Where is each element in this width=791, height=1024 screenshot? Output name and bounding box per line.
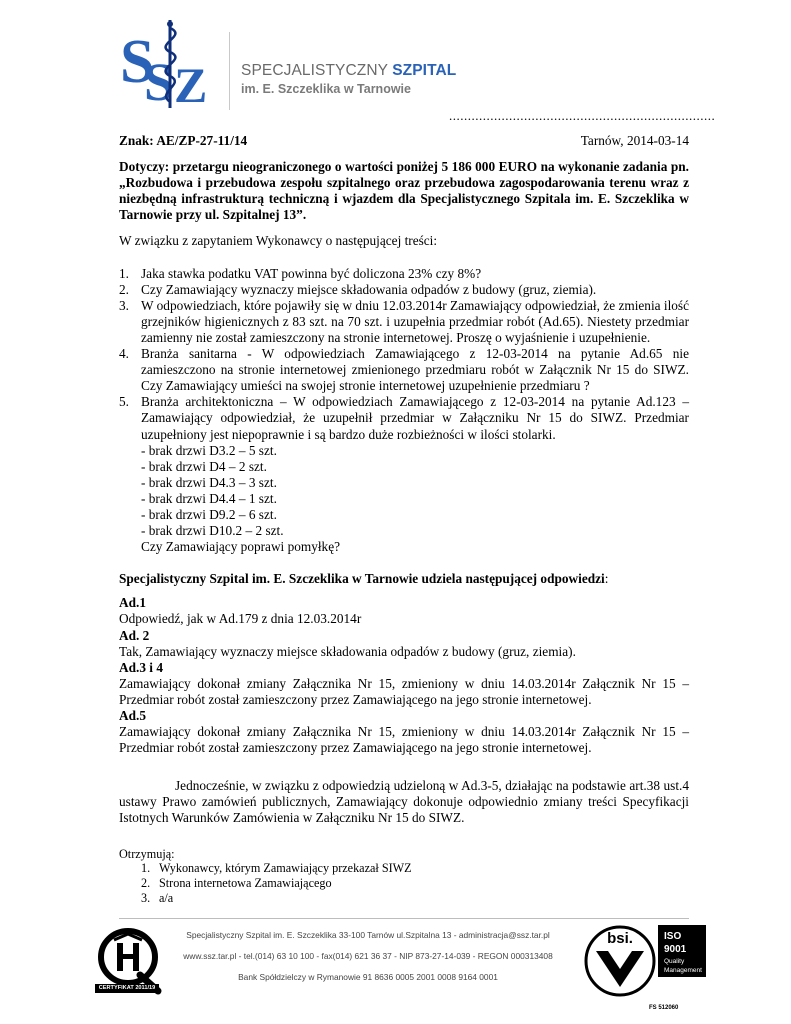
answer-heading: Ad. 2: [119, 627, 150, 643]
logo-letter-s1: S: [120, 28, 155, 96]
iso-number: 9001: [664, 944, 687, 955]
question-list: [119, 266, 689, 443]
answer-heading: Ad.3 i 4: [119, 659, 163, 675]
answers: [119, 595, 689, 756]
door-item: - brak drzwi D4 – 2 szt.: [141, 458, 267, 474]
fs-number: FS 512060: [649, 1005, 679, 1011]
list-item: 2. Czy Zamawiający wyznaczy miejsce składowania odpadów z budowy (gruz, ziemia).: [119, 281, 597, 297]
answer-text: Zamawiający dokonał zmiany Załącznika Nr 15, zmieniony w dniu 14.03.2014r Załącznik Nr 15 – Przedmiar robót został zamieszczony przez Zamawiającego na jego stronie internetowej.: [119, 675, 689, 707]
letter-body: [119, 133, 689, 906]
list-item: 3. W odpowiedziach, które pojawiły się w dniu 12.03.2014r Zamawiający odpowiedział, że zmienia ilość grzejników higienicznych z 83 szt. na 70 szt. i uzupełnia przedmiar robót (Ad.65). Niestety przedmiar zamienny nie został zamieszczony na stronie internetowej. Proszę o wyjaśnienie i uzupełnienie.: [119, 297, 689, 345]
recipients-label: Otrzymują:: [119, 846, 175, 861]
hospital-logo: [118, 18, 226, 110]
reference-number: Znak: AE/ZP-27-11/14: [119, 133, 248, 148]
footer-bank: Bank Spółdzielczy w Rymanowie 91 8636 0005 2001 0008 9164 0001: [238, 972, 498, 982]
door-item: - brak drzwi D3.2 – 5 szt.: [141, 442, 277, 458]
footer-address: Specjalistyczny Szpital im. E. Szczeklika 33-100 Tarnów ul.Szpitalna 13 - administracja@ssz.tar.pl: [186, 930, 550, 940]
subject: Dotyczy: przetargu nieograniczonego o wartości poniżej 5 186 000 EURO na wykonanie zadania pn. „Rozbudowa i przebudowa zespołu szpitalnego oraz przebudowa zagospodarowania terenu wraz z niezbędną infrastrukturą techniczną i wjazdem dla Specjalistycznego Szpitala im. E. Szczeklika w Tarnowie przy ul. Szpitalnej 13”.: [119, 159, 689, 223]
signature-dots: .......................................................................: [449, 108, 716, 123]
place-date: Tarnów, 2014-03-14: [580, 133, 689, 148]
bsi-iso-badge: [580, 921, 708, 1001]
answer-text: Tak, Zamawiający wyznaczy miejsce składowania odpadów z budowy (gruz, ziemia).: [119, 643, 576, 659]
door-item: - brak drzwi D4.3 – 3 szt.: [141, 474, 277, 490]
closing-paragraph: Jednocześnie, w związku z odpowiedzią udzieloną w Ad.3-5, działając na podstawie art.38 ust.4 ustawy Prawo zamówień publicznych, Zamawiający dokonuje odpowiednio zmiany treści Specyfikacji Istotnych Warunków Zamówienia w Załączniku Nr 15 do SIWZ.: [119, 778, 689, 826]
answer-intro: Specjalistyczny Szpital im. E. Szczeklika w Tarnowie udziela następującej odpowiedzi:: [119, 571, 609, 587]
list-item: 4. Branża sanitarna - W odpowiedziach Zamawiającego z 12-03-2014 na pytanie Ad.65 nie zamieszczono na stronie internetowej zmienionego przedmiaru robót w Załącznik Nr 15 do SIWZ. Czy Zamawiający umieści na swojej stronie internetowej uzupełnienie przedmiaru ?: [119, 346, 689, 394]
list-item: 1. Wykonawcy, którym Zamawiający przekazał SIWZ: [141, 861, 412, 876]
footer-contacts: www.ssz.tar.pl - tel.(014) 63 10 100 - fax(014) 621 36 37 - NIP 873-27-14-039 - REGON 000313408: [183, 951, 553, 961]
door-item: - brak drzwi D4.4 – 1 szt.: [141, 490, 277, 506]
answer-heading: Ad.5: [119, 708, 146, 723]
door-item: - brak drzwi D10.2 – 2 szt.: [141, 523, 284, 539]
iso-line2: Management: [664, 967, 702, 974]
footer-divider: [119, 918, 689, 919]
door-item: - brak drzwi D9.2 – 6 szt.: [141, 506, 277, 522]
logo-letter-z: Z: [174, 57, 208, 110]
q5-closing-question: Czy Zamawiający poprawi pomyłkę?: [141, 539, 341, 555]
intro-text: W związku z zapytaniem Wykonawcy o następującej treści:: [119, 233, 438, 249]
cert-label: CERTYFIKAT 2011/19: [95, 984, 159, 993]
hospital-name: SPECJALISTYCZNY SZPITAL: [241, 62, 457, 79]
list-item: 3. a/a: [141, 890, 174, 905]
list-item: 1. Jaka stawka podatku VAT powinna być doliczona 23% czy 8%?: [119, 265, 482, 281]
recipients: [119, 847, 689, 906]
answer-text: Zamawiający dokonał zmiany Załącznika Nr 15, zmieniony w dniu 14.03.2014r Załącznik Nr 15 – Przedmiar robót został zamieszczony przez Zamawiającego na jego stronie internetowej.: [119, 724, 689, 756]
list-item: 2. Strona internetowa Zamawiającego: [141, 876, 332, 891]
list-item: 5. Branża architektoniczna – W odpowiedziach Zamawiającego z 12-03-2014 na pytanie Ad.123 – Zamawiający odpowiedział, że uzupełnił przedmiar w Załączniku Nr 15 do SIWZ. Przedmiar uzupełniony jest niepoprawnie i są bardzo duże rozbieżności w ilości stolarki.: [119, 394, 689, 442]
missing-doors-list: [141, 443, 689, 556]
hospital-subtitle: im. E. Szczeklika w Tarnowie: [241, 82, 411, 96]
iso-title: ISO: [664, 931, 682, 942]
bsi-text: bsi.: [607, 930, 633, 947]
logo-letter-s2: S: [144, 52, 175, 110]
answer-heading: Ad.1: [119, 595, 146, 611]
header-divider: [229, 32, 230, 110]
answer-text: Odpowiedź, jak w Ad.179 z dnia 12.03.2014r: [119, 611, 362, 627]
iso-line1: Quality: [664, 958, 685, 965]
